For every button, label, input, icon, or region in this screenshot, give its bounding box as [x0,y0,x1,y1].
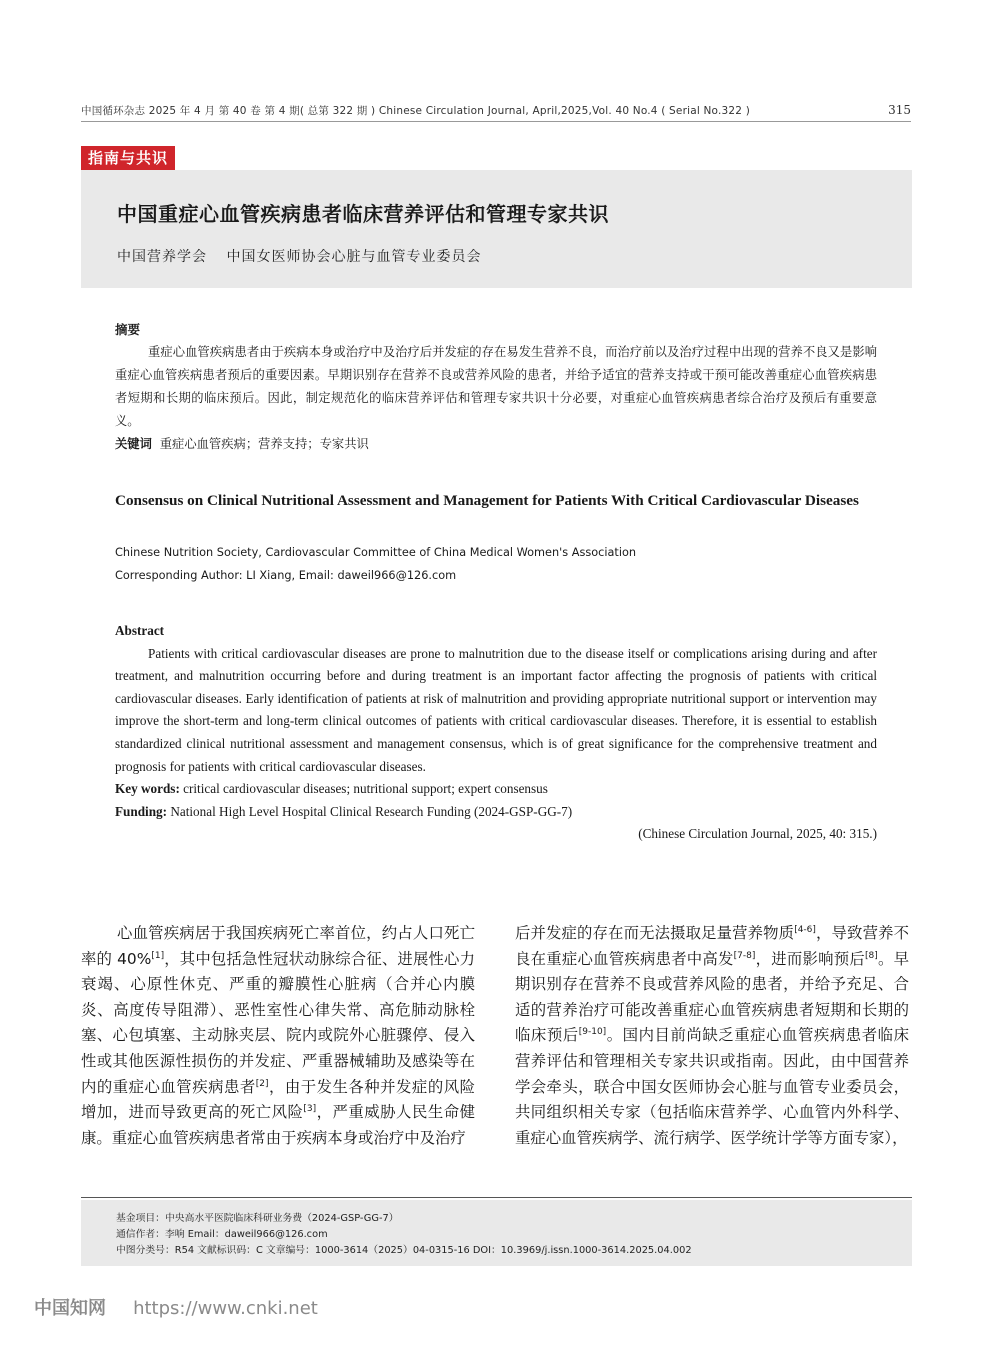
journal-line: 中国循环杂志 2025 年 4 月 第 40 卷 第 4 期( 总第 322 期 ) Chinese Circulation Journal, April,2025,Vol. 40 No.4 ( Serial No.322 ) [81,105,751,117]
keywords-cn [115,433,877,456]
reference-marker[interactable]: [9-10] [578,1027,607,1038]
body-column-left [81,921,475,1151]
body-text: 后并发症的存在而无法摄取足量营养物质 [515,924,795,942]
reference-marker[interactable]: [2] [255,1078,269,1089]
body-paragraph [81,921,475,1151]
funding-en [115,801,877,824]
cnki-url[interactable]: https://www.cnki.net [133,1298,318,1319]
body-text: 。国内目前尚缺乏重症心血管疾病患者临床营养评估和管理相关专家共识或指南。因此，由中国营养学会牵头，联合中国女医师协会心脏与血管专业委员会，共同组织相关专家（包括临床营养学、心血管内外科学、重症心血管疾病学、流行病学、医学统计学等方面专家）， [515,1026,909,1147]
abstract-cn [115,318,877,456]
cnki-watermark [34,1294,318,1320]
keywords-en [115,778,877,801]
footnote-divider [81,1197,912,1198]
page-number: 315 [888,103,911,117]
body-text: ，导致营养不良在重症心血管疾病患者中高发 [515,924,909,968]
footnote-correspondence: 通信作者：李响 Email：daweil966@126.com [116,1229,328,1240]
footnote-box [81,1200,912,1266]
title-block [81,170,912,288]
body-column-right [515,921,909,1151]
reference-marker[interactable]: [8] [864,950,878,961]
body-text: ，由于发生各种并发症的风险增加，进而导致更高的死亡风险 [81,1077,475,1122]
affiliation-block [115,541,880,587]
reference-marker[interactable]: [7-8] [733,950,756,961]
running-header [81,103,911,122]
citation-en: (Chinese Circulation Journal, 2025, 40: 315.) [638,826,877,842]
abstract-en [115,620,877,846]
funding-en-text: National High Level Hospital Clinical Research Funding (2024-GSP-GG-7) [167,803,573,819]
body-text: ，进而影响预后 [755,949,865,968]
body-text: ，其中包括急性冠状动脉综合征、进展性心力衰竭、心原性休克、严重的瓣膜性心脏病（合并心内膜炎、高度传导阻滞）、恶性室性心律失常、高危肺动脉栓塞、心包填塞、主动脉夹层、院内或院外心脏骤停、侵入性或其他医源性损伤的并发症、严重器械辅助及感染等在内的重症心血管疾病患者 [81,949,475,1096]
body-paragraph [515,921,909,1151]
abstract-en-body: Patients with critical cardiovascular diseases are prone to malnutrition due to the disease itself or complications arising during and after treatment, and malnutrition occurring before and during treatment is an important factor affecting the prognosis of patients with critical cardiovascular diseases. Early identification of patients at risk of malnutrition and providing appropriate nutritional support or intervention may improve the short-term and long-term clinical outcomes of patients with critical cardiovascular diseases. Therefore, it is essential to establish standardized clinical nutritional assessment and management consensus, which is of great significance for the comprehensive treatment and prognosis for patients with critical cardiovascular diseases. [115,645,877,774]
title-cn: 中国重症心血管疾病患者临床营养评估和管理专家共识 [117,202,609,226]
reference-marker[interactable]: [3] [303,1104,317,1115]
abstract-cn-body: 重症心血管疾病患者由于疾病本身或治疗中及治疗后并发症的存在易发生营养不良，而治疗前以及治疗过程中出现的营养不良又是影响重症心血管疾病患者预后的重要因素。早期识别存在营养不良或营养风险的患者，并给予适宜的营养支持或干预可能改善重症心血管疾病患者短期和长期的临床预后。因此，制定规范化的临床营养评估和管理专家共识十分必要，对重症心血管疾病患者综合治疗及预后有重要意义。 [115,345,877,428]
title-en: Consensus on Clinical Nutritional Assessment and Management for Patients With Critical Cardiovascular Diseases [115,492,859,509]
reference-marker[interactable]: [4-6] [794,925,816,935]
body-text: 心血管疾病居于我国疾病死亡率首位，约占人口死亡率的 40% [81,924,475,968]
reference-marker[interactable]: [1] [151,950,165,961]
footnote-classification: 中图分类号：R54 文献标识码：C 文章编号：1000-3614（2025）04-0315-16 DOI：10.3969/j.issn.1000-3614.2025.04.002 [116,1245,692,1256]
authors-cn: 中国营养学会 中国女医师协会心脏与血管专业委员会 [117,249,482,265]
corresponding-author-en: Corresponding Author: LI Xiang, Email: daweil966@126.com [115,569,457,582]
keywords-cn-label: 关键词 [115,437,152,451]
column-tag: 指南与共识 [81,146,175,170]
funding-en-label: Funding: [115,803,168,819]
abstract-en-heading: Abstract [115,623,165,638]
keywords-en-text: critical cardiovascular diseases; nutritional support; expert consensus [179,781,548,797]
footnote-funding: 基金项目：中央高水平医院临床科研业务费（2024-GSP-GG-7） [116,1213,399,1224]
keywords-en-label: Key words: [115,781,180,797]
cnki-brand: 中国知网 [34,1298,106,1319]
body-text: ，严重威胁人民生命健康。重症心血管疾病患者常由于疾病本身或治疗中及治疗 [81,1103,475,1147]
affiliation-en: Chinese Nutrition Society, Cardiovascular Committee of China Medical Women's Association [115,546,637,559]
body-text: 。早期识别存在营养不良或营养风险的患者，并给予充足、合适的营养治疗可能改善重症心血管疾病患者短期和长期的临床预后 [515,949,909,1045]
keywords-cn-text: 重症心血管疾病；营养支持；专家共识 [159,437,369,451]
abstract-cn-heading: 摘要 [115,322,141,337]
